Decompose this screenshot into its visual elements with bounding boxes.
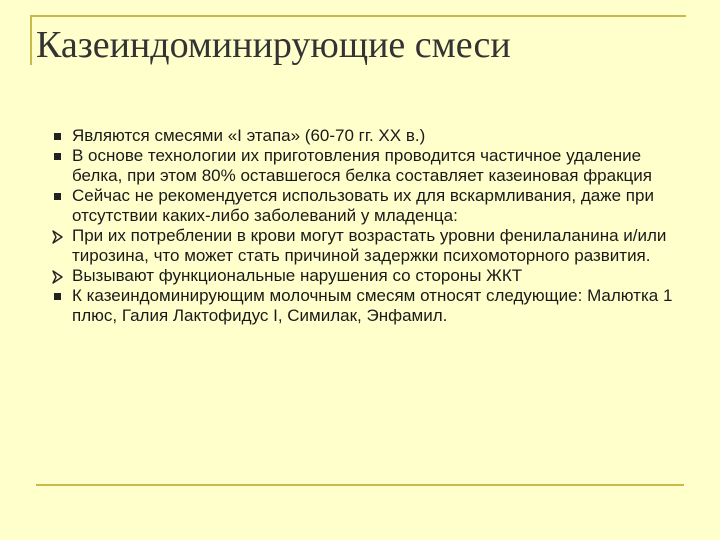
bullet-list [52, 126, 692, 326]
arrow-bullet-icon [52, 269, 64, 283]
square-bullet-icon [54, 293, 61, 300]
slide-title: Казеиндоминирующие смеси [36, 24, 511, 66]
square-bullet-icon [54, 153, 61, 160]
list-item [52, 146, 692, 186]
list-item-text: В основе технологии их приготовления проводится частичное удаление белка, при этом 80% оставшегося белка составляет казеиновая фракция [72, 146, 652, 185]
square-bullet-icon [54, 133, 61, 140]
list-item-text: К казеиндоминирующим молочным смесям относят следующие: Малютка 1 плюс, Галия Лактофидус I, Симилак, Энфамил. [72, 286, 673, 325]
title-left-rule [30, 15, 32, 65]
list-item [52, 186, 692, 226]
list-item-text: Вызывают функциональные нарушения со стороны ЖКТ [72, 266, 523, 285]
list-item-text: Сейчас не рекомендуется использовать их для вскармливания, даже при отсутствии каких-либо заболеваний у младенца: [72, 186, 654, 225]
bottom-rule [36, 484, 684, 486]
list-item [52, 286, 692, 326]
list-item [52, 266, 692, 286]
title-top-rule [30, 15, 686, 17]
list-item-text: При их потреблении в крови могут возрастать уровни фенилаланина и/или тирозина, что может стать причиной задержки психомоторного развития. [72, 226, 667, 265]
list-item-text: Являются смесями «I этапа» (60-70 гг. XX в.) [72, 126, 426, 145]
list-item [52, 126, 692, 146]
square-bullet-icon [54, 193, 61, 200]
arrow-bullet-icon [52, 229, 64, 243]
list-item [52, 226, 692, 266]
